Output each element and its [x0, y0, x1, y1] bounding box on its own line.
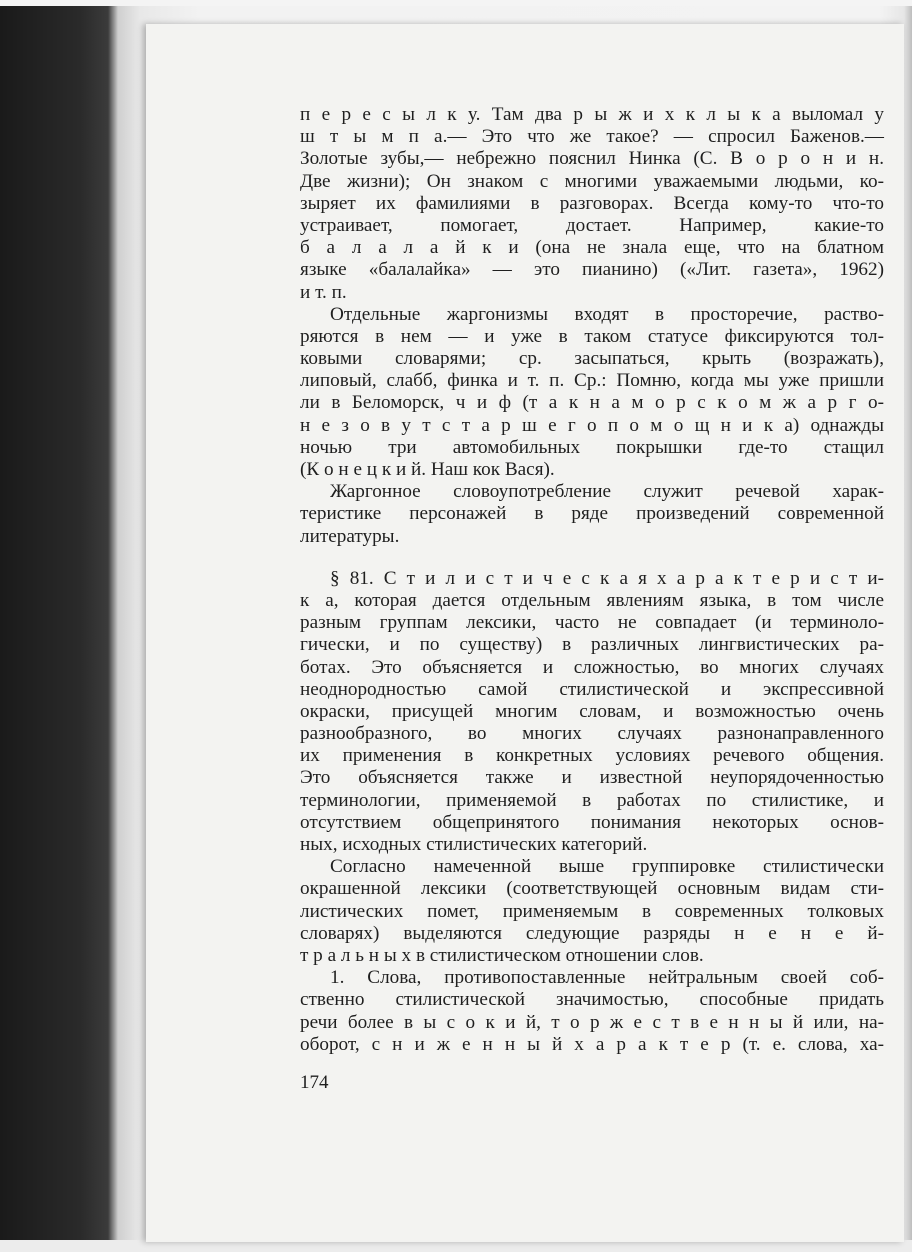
section-heading-line: § 81. С т и л и с т и ч е с к а я х а р а к т е р и с т и-: [330, 567, 884, 589]
section-gap: [300, 548, 884, 568]
text-line: ш т ы м п а.— Это что же такое? — спросил Баженов.—: [300, 126, 884, 148]
text-line: ственно стилистической значимостью, способные придать: [300, 989, 884, 1011]
text-line: (К о н е ц к и й. Наш кок Вася).: [300, 459, 555, 480]
text-line: 1. Слова, противопоставленные нейтральным своей соб-: [330, 967, 884, 989]
text-line: разнообразного, во многих случаях разнонаправленного: [300, 723, 884, 745]
page-text: [300, 104, 884, 1056]
text-line: окрашенной лексики (соответствующей основным видам сти-: [300, 878, 884, 900]
text-line: Отдельные жаргонизмы входят в просторечие, раство-: [330, 303, 884, 325]
text-line: зыряет их фамилиями в разговорах. Всегда кому-то что-то: [300, 192, 884, 214]
text-line: т р а л ь н ы х в стилистическом отношении слов.: [300, 944, 704, 966]
text-line: Жаргонное словоупотребление служит речевой харак-: [330, 481, 884, 503]
text-line: устраивает, помогает, достает. Например, какие-то: [300, 214, 884, 236]
text-line: словарях) выделяются следующие разряды н е н е й-: [300, 922, 884, 944]
text-line: теристике персонажей в ряде произведений современной: [300, 503, 884, 525]
text-line: разным группам лексики, часто не совпадает (и терминоло-: [300, 612, 884, 634]
text-line: Это объясняется также и известной неупорядоченностью: [300, 767, 884, 789]
text-line: языке «балалайка» — это пианино) («Лит. газета», 1962): [300, 259, 884, 281]
text-line: оборот, с н и ж е н н ы й х а р а к т е р (т. е. слова, ха-: [300, 1033, 884, 1055]
text-line: Две жизни); Он знаком с многими уважаемыми людьми, ко-: [300, 170, 884, 192]
text-line: ботах. Это объясняется и сложностью, во многих случаях: [300, 656, 884, 678]
text-line: Золотые зубы,— небрежно пояснил Нинка (С. В о р о н и н.: [300, 148, 884, 170]
text-line: гически, и по существу) в различных лингвистических ра-: [300, 634, 884, 656]
page-number: 174: [300, 1072, 329, 1093]
text-line: ковыми словарями; ср. засыпаться, крыть (возражать),: [300, 348, 884, 370]
text-line: листических помет, применяемым в современных толковых: [300, 900, 884, 922]
text-line: п е р е с ы л к у. Там два р ы ж и х к л ы к а выломал у: [300, 104, 884, 125]
text-line: и т. п.: [300, 281, 347, 303]
text-line: ночью три автомобильных покрышки где-то стащил: [300, 436, 884, 458]
text-line: ряются в нем — и уже в таком статусе фиксируются тол-: [300, 325, 884, 347]
scan-top-edge: [0, 0, 912, 6]
text-line: б а л а л а й к и (она не знала еще, что на блатном: [300, 237, 884, 259]
text-line: литературы.: [300, 525, 400, 547]
text-line: ли в Беломорск, ч и ф (т а к н а м о р с к о м ж а р г о-: [300, 392, 884, 414]
text-line: ных, исходных стилистических категорий.: [300, 834, 648, 855]
text-line: речи более в ы с о к и й, т о р ж е с т в е н н ы й или, на-: [300, 1011, 884, 1033]
text-line: н е з о в у т с т а р ш е г о п о м о щ н и к а) однажды: [300, 414, 884, 436]
text-line: их применения в конкретных условиях речевого общения.: [300, 745, 884, 767]
text-line: к а, которая дается отдельным явлениям языка, в том числе: [300, 589, 884, 611]
text-line: отсутствием общепринятого понимания некоторых основ-: [300, 811, 884, 833]
text-line: неоднородностью самой стилистической и экспрессивной: [300, 678, 884, 700]
text-line: липовый, слабб, финка и т. п. Ср.: Помню, когда мы уже пришли: [300, 370, 884, 392]
text-line: окраски, присущей многим словам, и возможностью очень: [300, 700, 884, 722]
text-line: терминологии, применяемой в работах по стилистике, и: [300, 789, 884, 811]
text-line: Согласно намеченной выше группировке стилистически: [330, 856, 884, 878]
